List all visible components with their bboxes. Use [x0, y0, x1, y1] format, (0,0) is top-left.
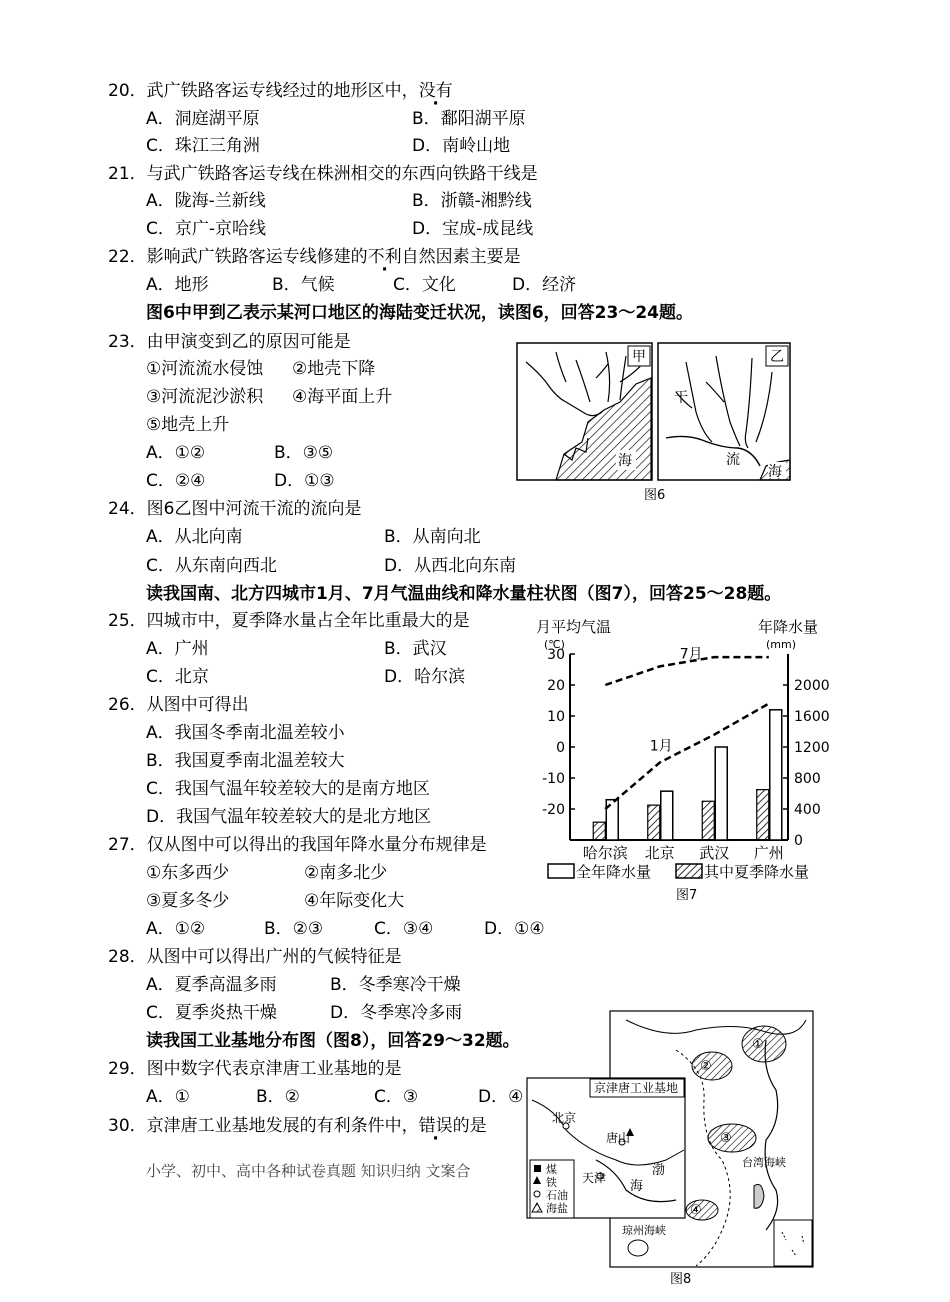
chart-y-right-label: 年降水量	[758, 618, 819, 636]
map-hai: 海	[630, 1179, 644, 1194]
chart-y-left-unit: (℃)	[544, 638, 565, 651]
inset-title: 京津唐工业基地	[594, 1081, 679, 1095]
q29-stem: 29．图中数字代表京津唐工业基地的是	[108, 1059, 402, 1079]
chart-bar-total	[770, 710, 782, 840]
q21-stem: 21．与武广铁路客运专线在株洲相交的东西向铁路干线是	[108, 164, 538, 184]
chart-bar-summer	[702, 801, 714, 840]
figure-7-caption: 图7	[676, 888, 698, 903]
q25-opt-c: C．北京	[146, 667, 209, 687]
q20-opt-a: A．洞庭湖平原	[146, 109, 260, 129]
q24-opt-a: A．从北向南	[146, 527, 243, 547]
chart-category-label: 广州	[753, 844, 784, 862]
legend-summer: 其中夏季降水量	[704, 863, 810, 881]
chart-line-label: 1月	[649, 738, 673, 755]
q27-item-2: ②南多北少	[304, 863, 388, 883]
map-tangshan: 唐山	[606, 1131, 631, 1145]
legend-swatch-total	[548, 864, 574, 878]
q21-opt-b: B．浙赣-湘黔线	[412, 191, 532, 211]
q25-stem: 25．四城市中，夏季降水量占全年比重最大的是	[108, 611, 470, 631]
q25-opt-b: B．武汉	[384, 639, 447, 659]
q23-opt-c: C．②④	[146, 471, 206, 491]
chart-left-tick-label: 30	[547, 647, 565, 663]
q23-opt-b: B．③⑤	[274, 443, 334, 463]
chart-y-left-label: 月平均气温	[536, 618, 612, 636]
q23-stem: 23．由甲演变到乙的原因可能是	[108, 332, 351, 352]
figure-7	[530, 614, 836, 884]
q28-opt-b: B．冬季寒冷干燥	[330, 975, 461, 995]
chart-category-label: 武汉	[699, 844, 730, 862]
chart-left-tick-label: 0	[556, 740, 565, 756]
q24-opt-d: D．从西北向东南	[384, 556, 517, 576]
chart-left-tick-label: 10	[547, 709, 565, 725]
chart-bar-summer	[648, 805, 660, 840]
figure-8-map	[526, 1010, 814, 1268]
q23-opt-d: D．①③	[274, 471, 335, 491]
chart-left-tick-label: -20	[542, 802, 565, 818]
fig6-label-yi: 乙	[770, 349, 784, 365]
chart-right-tick-label: 0	[794, 833, 803, 849]
q20-opt-c: C．珠江三角洲	[146, 136, 260, 156]
map-legend-oil: 石油	[546, 1189, 568, 1202]
chart-bar-total	[661, 791, 673, 840]
map-beijing: 北京	[552, 1111, 577, 1125]
q28-stem: 28．从图中可以得出广州的气候特征是	[108, 947, 402, 967]
q23-item-3: ③河流泥沙淤积	[146, 387, 264, 407]
q22-opt-b: B．气候	[272, 275, 335, 295]
map-bo: 渤	[652, 1163, 666, 1178]
q28-opt-a: A．夏季高温多雨	[146, 975, 277, 995]
map-num-3: ③	[720, 1131, 732, 1146]
fig6-sea-yi: 海	[768, 464, 782, 480]
q24-opt-b: B．从南向北	[384, 527, 481, 547]
figure-8-caption: 图8	[670, 1272, 692, 1287]
chart-bar-total	[715, 747, 727, 840]
chart-right-tick-label: 800	[794, 771, 821, 787]
chart-y-right-unit: (mm)	[766, 638, 797, 651]
map-legend-iron: 铁	[546, 1176, 557, 1189]
chart-line-january	[605, 704, 769, 809]
map-num-2: ②	[700, 1059, 712, 1074]
figure-6	[516, 342, 792, 482]
q30-stem: 30．京津唐工业基地发展的有利条件中，错误的是	[108, 1116, 487, 1136]
legend-swatch-summer	[676, 864, 702, 878]
map-num-1: ①	[752, 1037, 764, 1052]
fig6-gan: 干	[674, 390, 688, 406]
q28-opt-d: D．冬季寒冷多雨	[330, 1003, 463, 1023]
q27-opt-c: C．③④	[374, 919, 434, 939]
q20-opt-b: B．鄱阳湖平原	[412, 109, 526, 129]
map-legend-coal: 煤	[546, 1163, 557, 1176]
q22-opt-a: A．地形	[146, 275, 209, 295]
q27-stem: 27．仅从图中可以得出的我国年降水量分布规律是	[108, 835, 487, 855]
intro-25: 读我国南、北方四城市1月、7月气温曲线和降水量柱状图（图7），回答25～28题。	[146, 584, 782, 604]
q23-item-1: ①河流流水侵蚀	[146, 359, 264, 379]
chart-line-label: 7月	[679, 646, 703, 663]
chart-left-tick-label: 20	[547, 678, 565, 694]
q28-opt-c: C．夏季炎热干燥	[146, 1003, 277, 1023]
figure-7-chart	[530, 614, 836, 884]
chart-bar-summer	[757, 790, 769, 840]
q22-opt-d: D．经济	[512, 275, 577, 295]
chart-right-tick-label: 400	[794, 802, 821, 818]
q26-opt-d: D．我国气温年较差较大的是北方地区	[146, 807, 432, 827]
q29-opt-b: B．②	[256, 1087, 300, 1107]
q29-opt-c: C．③	[374, 1087, 419, 1107]
intro-29: 读我国工业基地分布图（图8），回答29～32题。	[146, 1031, 520, 1051]
q27-opt-b: B．②③	[264, 919, 324, 939]
chart-right-tick-label: 1600	[794, 709, 830, 725]
q21-opt-a: A．陇海-兰新线	[146, 191, 266, 211]
chart-category-label: 北京	[644, 844, 675, 862]
chart-right-tick-label: 1200	[794, 740, 830, 756]
q24-stem: 24．图6乙图中河流干流的流向是	[108, 499, 362, 519]
q27-opt-a: A．①②	[146, 919, 206, 939]
map-legend-salt: 海盐	[546, 1202, 568, 1215]
legend-total: 全年降水量	[576, 863, 652, 881]
q26-opt-c: C．我国气温年较差较大的是南方地区	[146, 779, 430, 799]
q25-opt-a: A．广州	[146, 639, 209, 659]
footer-text: 小学、初中、高中各种试卷真题 知识归纳 文案合	[146, 1162, 471, 1180]
figure-6-drawing	[516, 342, 792, 482]
q21-opt-d: D．宝成-成昆线	[412, 219, 534, 239]
intro-23: 图6中甲到乙表示某河口地区的海陆变迁状况，读图6，回答23～24题。	[146, 303, 693, 323]
chart-bar-summer	[593, 822, 605, 840]
chart-left-tick-label: -10	[542, 771, 565, 787]
chart-right-tick-label: 2000	[794, 678, 830, 694]
q29-opt-d: D．④	[478, 1087, 524, 1107]
q23-item-4: ④海平面上升	[292, 387, 393, 407]
q21-opt-c: C．京广-京哈线	[146, 219, 267, 239]
q27-item-1: ①东多西少	[146, 863, 230, 883]
q23-opt-a: A．①②	[146, 443, 206, 463]
q25-opt-d: D．哈尔滨	[384, 667, 466, 687]
q24-opt-c: C．从东南向西北	[146, 556, 277, 576]
figure-8	[526, 1010, 814, 1268]
q23-item-5: ⑤地壳上升	[146, 415, 230, 435]
q22-stem: 22．影响武广铁路客运专线修建的不利自然因素主要是	[108, 247, 521, 267]
fig6-sea-jia: 海	[618, 453, 632, 469]
q26-stem: 26．从图中可得出	[108, 695, 249, 715]
q26-opt-b: B．我国夏季南北温差较大	[146, 751, 345, 771]
q29-opt-a: A．①	[146, 1087, 190, 1107]
q27-item-3: ③夏多冬少	[146, 891, 230, 911]
fig6-liu: 流	[726, 452, 740, 468]
map-taiwan-strait: 台湾海峡	[742, 1156, 786, 1169]
q20-opt-d: D．南岭山地	[412, 136, 511, 156]
q27-item-4: ④年际变化大	[304, 891, 405, 911]
q20-stem: 20．武广铁路客运专线经过的地形区中，没有	[108, 81, 453, 101]
q26-opt-a: A．我国冬季南北温差较小	[146, 723, 345, 743]
fig6-label-jia: 甲	[632, 349, 646, 365]
q27-opt-d: D．①④	[484, 919, 545, 939]
chart-category-label: 哈尔滨	[582, 844, 628, 862]
map-num-4: ④	[690, 1203, 702, 1218]
figure-6-caption: 图6	[644, 488, 666, 503]
q23-item-2: ②地壳下降	[292, 359, 376, 379]
map-qiongzhou: 琼州海峡	[622, 1224, 666, 1237]
q22-opt-c: C．文化	[393, 275, 456, 295]
map-tianjin: 天津	[582, 1171, 607, 1185]
